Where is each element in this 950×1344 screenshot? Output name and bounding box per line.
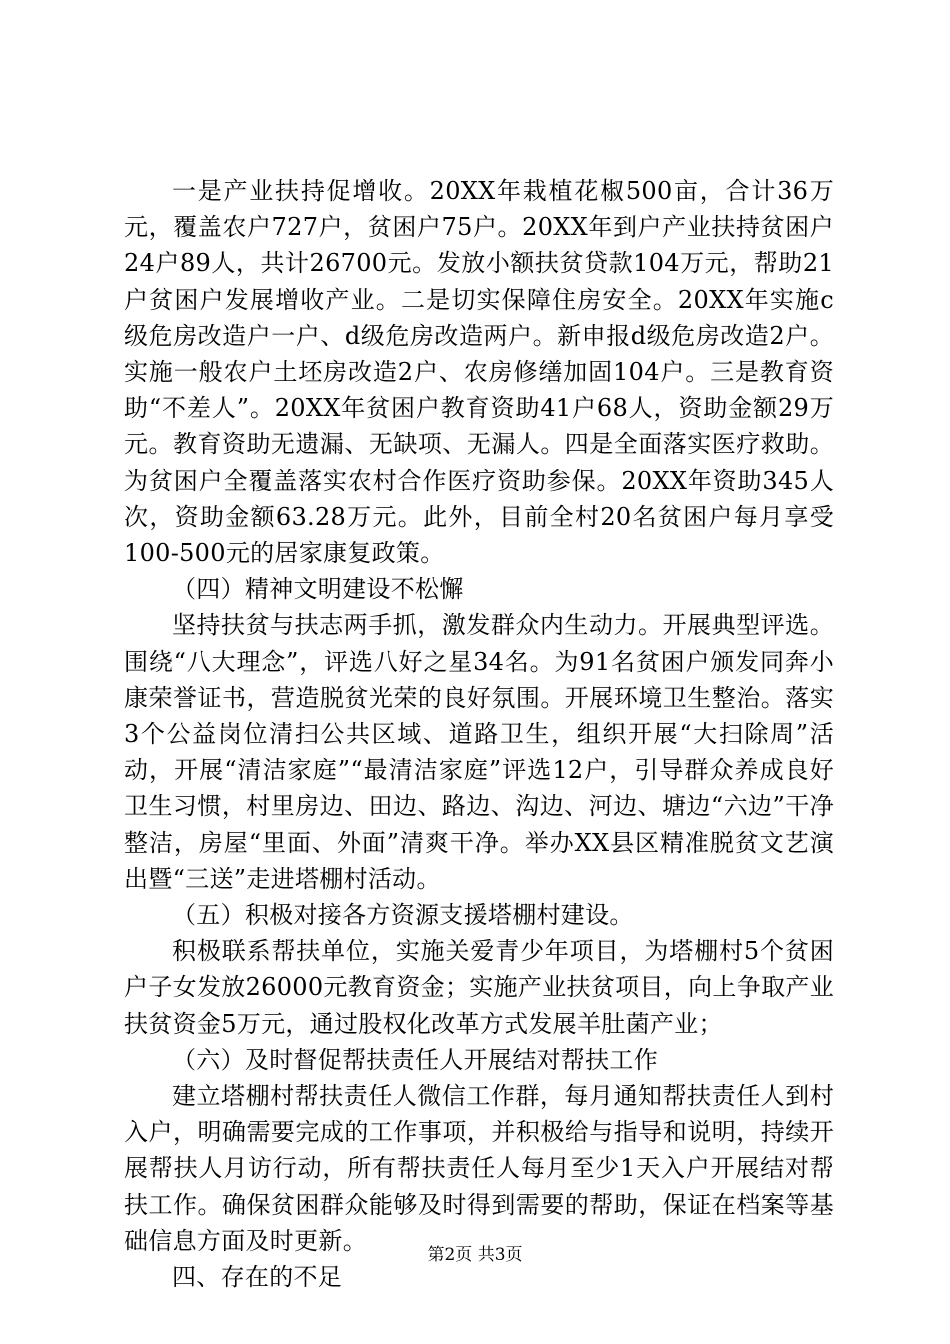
paragraph-spiritual-civilization: 坚持扶贫与扶志两手抓，激发群众内生动力。开展典型评选。围绕“八大理念”，评选八好之星34名。为91名贫困户颁发同奔小康荣誉证书，营造脱贫光荣的良好氛围。开展环境卫生整治。落实3个公益岗位清扫公共区域、道路卫生，组织开展“大扫除周”活动，开展“清洁家庭”“最清洁家庭”评选12户，引导群众养成良好卫生习惯，村里房边、田边、路边、沟边、河边、塘边“六边”干净整洁，房屋“里面、外面”清爽干净。举办XX县区精准脱贫文艺演出暨“三送”走进塔棚村活动。	[124, 611, 834, 893]
page-footer	[0, 1244, 950, 1266]
paragraph-pairing-assistance: 建立塔棚村帮扶责任人微信工作群，每月通知帮扶责任人到村入户，明确需要完成的工作事项，并积极给与指导和说明，持续开展帮扶人月访行动，所有帮扶责任人每月至少1天入户开展结对帮扶工作。确保贫困群众能够及时得到需要的帮助，保证在档案等基础信息方面及时更新。	[124, 1082, 834, 1255]
heading-resource-docking: （五）积极对接各方资源支援塔棚村建设。	[172, 901, 634, 930]
heading-pairing-assistance: （六）及时督促帮扶责任人开展结对帮扶工作	[172, 1045, 658, 1074]
heading-spiritual-civilization: （四）精神文明建设不松懈	[172, 575, 464, 604]
page-number: 第2页 共3页	[427, 1245, 523, 1265]
heading-shortcomings: 四、存在的不足	[172, 1263, 343, 1292]
paragraph-resource-docking: 积极联系帮扶单位，实施关爱青少年项目，为塔棚村5个贫困户子女发放26000元教育资金；实施产业扶贫项目，向上争取产业扶贫资金5万元，通过股权化改革方式发展羊肚菌产业；	[124, 937, 834, 1038]
document-body	[124, 173, 834, 1295]
paragraph-industry-support: 一是产业扶持促增收。20XX年栽植花椒500亩，合计36万元，覆盖农户727户，贫困户75户。20XX年到户产业扶持贫困户24户89人，共计26700元。发放小额扶贫贷款104万元，帮助21户贫困户发展增收产业。二是切实保障住房安全。20XX年实施c级危房改造户一户、d级危房改造两户。新申报d级危房改造2户。实施一般农户土坯房改造2户、农房修缮加固104户。三是教育资助“不差人”。20XX年贫困户教育资助41户68人，资助金额29万元。教育资助无遗漏、无缺项、无漏人。四是全面落实医疗救助。为贫困户全覆盖落实农村合作医疗资助参保。20XX年资助345人次，资助金额63.28万元。此外，目前全村20名贫困户每月享受100-500元的居家康复政策。	[124, 177, 834, 568]
